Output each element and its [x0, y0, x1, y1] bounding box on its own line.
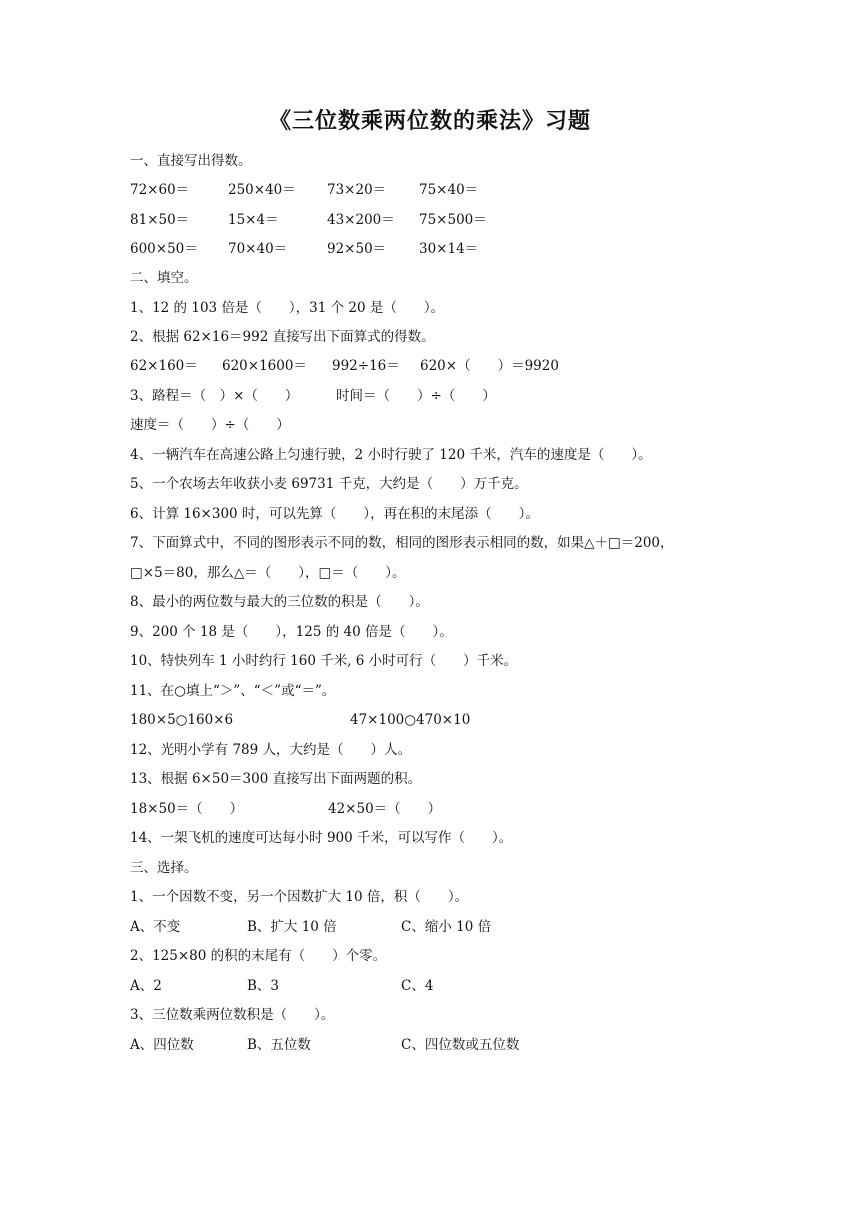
choice-option: B、扩大 10 倍: [247, 919, 337, 935]
choice-option: C、四位数或五位数: [401, 1037, 520, 1053]
fill-question-2: 2、根据 62×16＝992 直接写出下面算式的得数。: [130, 329, 435, 345]
choice-option: B、3: [247, 978, 280, 994]
compare-item: 47×100○470×10: [350, 712, 471, 728]
fill-question-5: 5、一个农场去年收获小麦 69731 千克，大约是（ ）万千克。: [130, 476, 528, 492]
calc-item: 72×60＝: [130, 182, 190, 198]
calc-item: 30×14＝: [419, 241, 479, 257]
fill-question-3-time: 时间＝（ ）÷（ ）: [336, 388, 496, 404]
choice-option: A、2: [130, 978, 162, 994]
choice-question-3: 3、三位数乘两位数积是（ ）。: [130, 1007, 335, 1023]
calc-item: 620×1600＝: [222, 358, 307, 374]
choice-question-2: 2、125×80 的积的末尾有（ ）个零。: [130, 948, 387, 964]
compare-item: 180×5○160×6: [130, 712, 234, 728]
fill-question-9: 9、200 个 18 是（ ），125 的 40 倍是（ ）。: [130, 624, 453, 640]
fill-question-13: 13、根据 6×50＝300 直接写出下面两题的积。: [130, 771, 422, 787]
fill-question-11: 11、在○填上“＞”、“＜”或“＝”。: [130, 683, 336, 699]
calc-item: 81×50＝: [130, 212, 190, 228]
calc-item: 75×40＝: [419, 182, 479, 198]
choice-question-1: 1、一个因数不变，另一个因数扩大 10 倍，积（ ）。: [130, 889, 469, 905]
page-title: 《三位数乘两位数的乘法》习题: [268, 108, 591, 134]
fill-question-7-cont: □×5＝80，那么△＝（ ），□＝（ ）。: [130, 565, 406, 581]
fill-question-10: 10、特快列车 1 小时约行 160 千米, 6 小时可行（ ）千米。: [130, 653, 518, 669]
fill-question-6: 6、计算 16×300 时，可以先算（ ），再在积的末尾添（ ）。: [130, 506, 539, 522]
calc-item: 992÷16＝: [332, 358, 400, 374]
calc-item: 70×40＝: [228, 241, 288, 257]
fill-question-14: 14、一架飞机的速度可达每小时 900 千米，可以写作（ ）。: [130, 830, 513, 846]
choice-option: A、四位数: [130, 1037, 194, 1053]
fill-question-12: 12、光明小学有 789 人，大约是（ ）人。: [130, 742, 412, 758]
section-1-heading: 一、直接写出得数。: [130, 153, 252, 169]
calc-item: 73×20＝: [327, 182, 387, 198]
calc-item: 600×50＝: [130, 241, 198, 257]
fill-question-8: 8、最小的两位数与最大的三位数的积是（ ）。: [130, 594, 429, 610]
calc-item: 92×50＝: [327, 241, 387, 257]
product-item: 18×50＝（ ）: [130, 801, 244, 817]
calc-item: 43×200＝: [327, 212, 395, 228]
fill-question-3-speed: 速度＝（ ）÷（ ）: [130, 417, 290, 433]
fill-question-1: 1、12 的 103 倍是（ ），31 个 20 是（ ）。: [130, 300, 445, 316]
section-2-heading: 二、填空。: [130, 270, 198, 286]
calc-item: 250×40＝: [228, 182, 296, 198]
product-item: 42×50＝（ ）: [328, 801, 442, 817]
choice-option: B、五位数: [247, 1037, 311, 1053]
choice-option: A、不变: [130, 919, 181, 935]
fill-question-7: 7、下面算式中，不同的图形表示不同的数，相同的图形表示相同的数，如果△＋□＝200，: [130, 535, 674, 551]
fill-question-4: 4、一辆汽车在高速公路上匀速行驶，2 小时行驶了 120 千米，汽车的速度是（ ）。: [130, 447, 652, 463]
calc-item: 62×160＝: [130, 358, 198, 374]
calc-item: 620×（ ）＝9920: [420, 358, 559, 374]
choice-option: C、4: [401, 978, 434, 994]
section-3-heading: 三、选择。: [130, 860, 198, 876]
calc-item: 75×500＝: [419, 212, 487, 228]
calc-item: 15×4＝: [228, 212, 279, 228]
fill-question-3-distance: 3、路程＝（ ）×（ ）: [130, 388, 299, 404]
choice-option: C、缩小 10 倍: [401, 919, 492, 935]
